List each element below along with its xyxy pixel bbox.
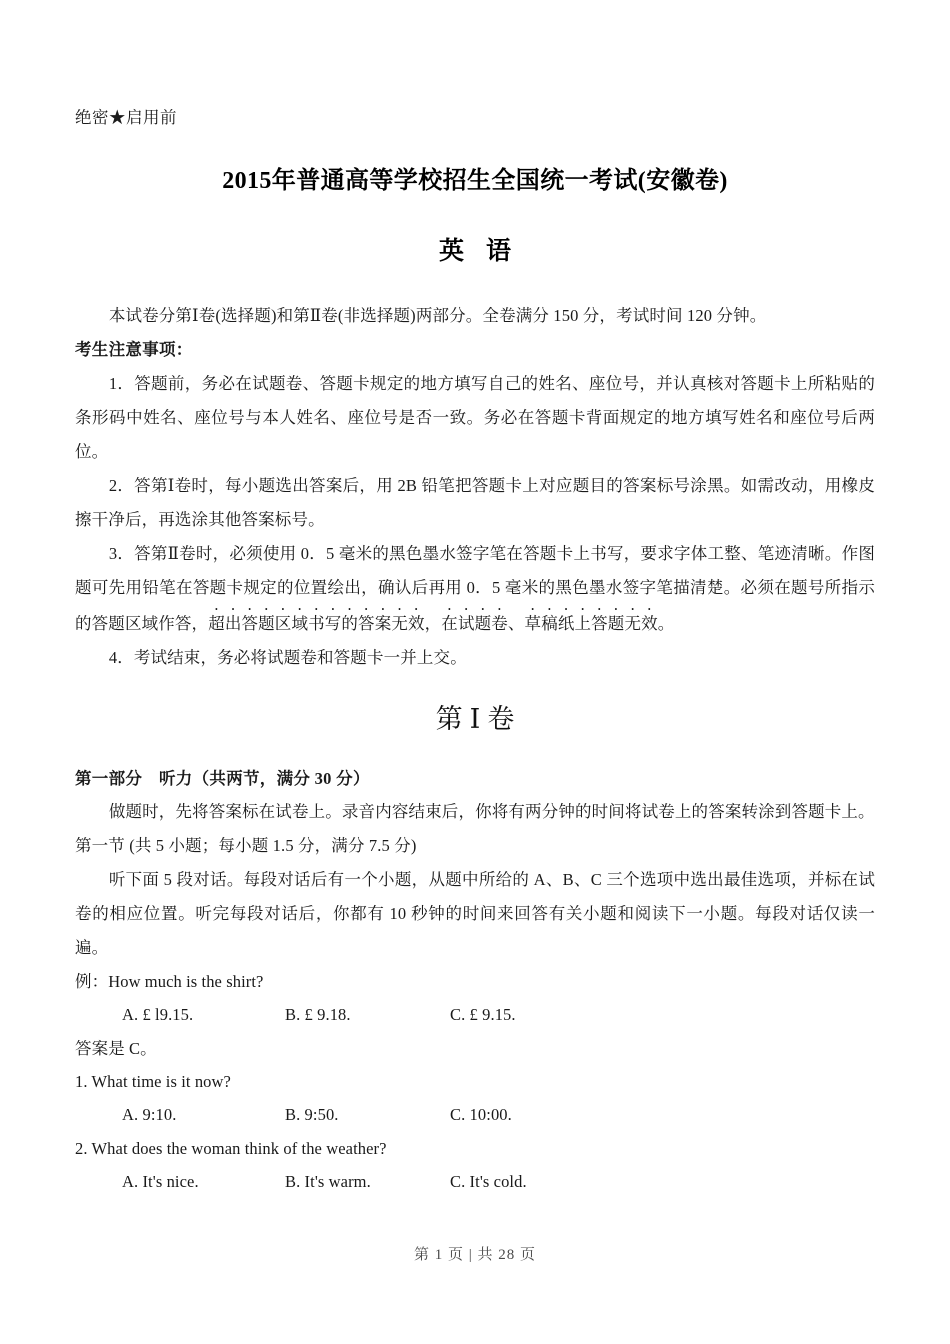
example-option-a[interactable]: A. £ l9.15.	[122, 1004, 194, 1024]
example-option-b[interactable]: B. £ 9.18.	[285, 1004, 351, 1024]
notes-heading: 考生注意事项：	[75, 339, 193, 359]
question-2-options	[75, 1165, 875, 1199]
question-1-option-a[interactable]: A. 9:10.	[122, 1104, 177, 1124]
question-1-option-b[interactable]: B. 9:50.	[285, 1104, 339, 1124]
question-1-stem: 1. What time is it now?	[75, 1071, 231, 1091]
page-content	[75, 108, 875, 1199]
note-item-3	[75, 537, 875, 641]
section-one-instruction: 听下面 5 段对话。每段对话后有一个小题，从题中所给的 A、B、C 三个选项中选出最佳选项，并标在试卷的相应位置。听完每段对话后，你都有 10 秒钟的时间来回答有关小题和阅读下一小题。每段对话仅读一遍。	[75, 869, 875, 957]
question-2-stem: 2. What does the woman think of the weather?	[75, 1138, 387, 1158]
question-2-option-a[interactable]: A. It's nice.	[122, 1171, 199, 1191]
example-option-c[interactable]: C. £ 9.15.	[450, 1004, 516, 1024]
note-item-3-tail: 。	[657, 613, 675, 633]
example-stem: 例：How much is the shirt?	[75, 971, 264, 991]
juan-heading: 第Ⅰ卷	[435, 703, 522, 734]
question-1-option-c[interactable]: C. 10:00.	[450, 1104, 512, 1124]
example-answer: 答案是 C。	[75, 1038, 157, 1058]
note-item-2: 2．答第Ⅰ卷时，每小题选出答案后，用 2B 铅笔把答题卡上对应题目的答案标号涂黑。如需改动，用橡皮擦干净后，再选涂其他答案标号。	[75, 475, 875, 529]
subject-title: 英语	[438, 237, 533, 265]
question-1-options	[75, 1098, 875, 1132]
page-footer: 第 1 页 | 共 28 页	[413, 1247, 536, 1263]
note-item-1: 1．答题前，务必在试题卷、答题卡规定的地方填写自己的姓名、座位号，并认真核对答题卡上所粘贴的条形码中姓名、座位号与本人姓名、座位号是否一致。务必在答题卡背面规定的地方填写姓名和座位号后两位。	[75, 373, 875, 461]
question-2-option-c[interactable]: C. It's cold.	[450, 1171, 527, 1191]
note-item-3-emphasis: 超出答题区域书写的答案无效，在试题卷、草稿纸上答题无效	[208, 613, 658, 633]
exam-overview: 本试卷分第Ⅰ卷(选择题)和第Ⅱ卷(非选择题)两部分。全卷满分 150 分，考试时间 120 分钟。	[108, 305, 767, 325]
note-item-3-text: 3．答第Ⅱ卷时，必须使用 0．5 毫米的黑色墨水签字笔在答题卡上书写，要求字体工整、笔迹清晰。作图题可先用铅笔在答题卡规定的位置绘出，确认后再用 0．5 毫米的黑色墨水签字笔描清楚。必须在题号所指示的答题区域作答，	[75, 543, 875, 633]
section-one-heading: 第一节 (共 5 小题；每小题 1.5 分，满分 7.5 分)	[75, 835, 417, 855]
part-one-heading: 第一部分 听力（共两节，满分 30 分）	[75, 768, 370, 788]
secrecy-notice: 绝密★启用前	[75, 108, 177, 127]
part-one-instruction: 做题时，先将答案标在试卷上。录音内容结束后，你将有两分钟的时间将试卷上的答案转涂到答题卡上。	[108, 801, 875, 821]
page-title: 2015年普通高等学校招生全国统一考试(安徽卷)	[222, 167, 728, 194]
question-2-option-b[interactable]: B. It's warm.	[285, 1171, 371, 1191]
note-item-4: 4．考试结束，务必将试题卷和答题卡一并上交。	[108, 647, 467, 667]
example-options	[75, 998, 875, 1032]
